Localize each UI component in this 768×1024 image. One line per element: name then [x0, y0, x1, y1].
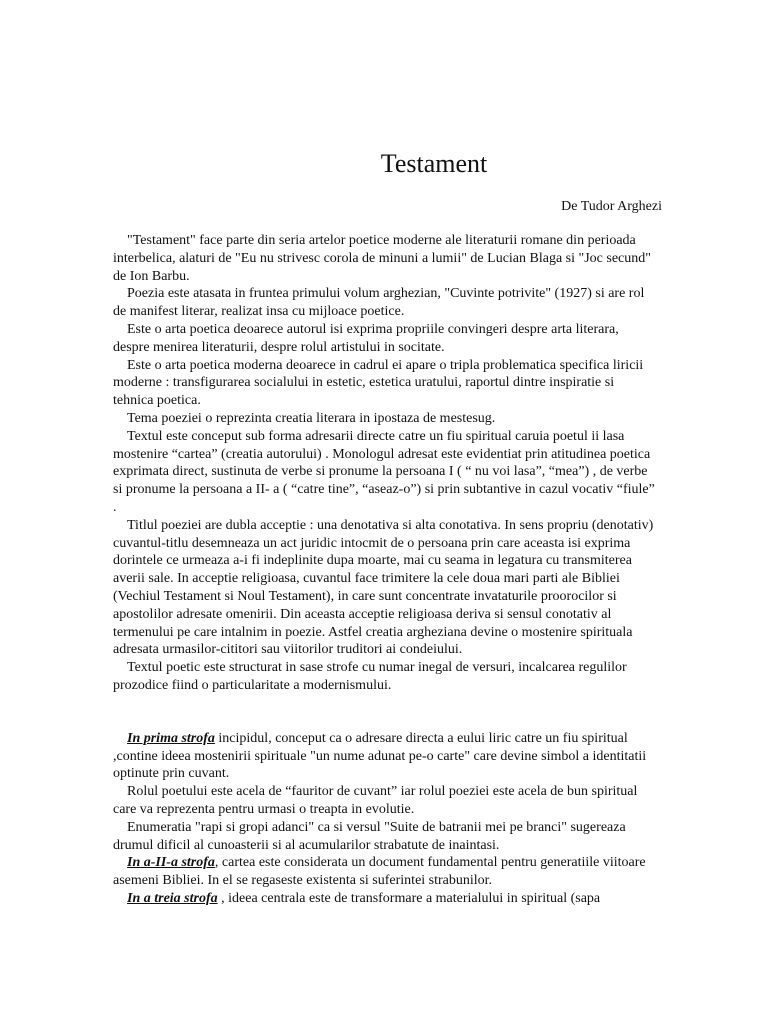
strofa-3-text: , ideea centrala este de transformare a materialului in spiritual (sapa — [217, 890, 601, 906]
paragraph: Poezia este atasata in fruntea primului volum arghezian, "Cuvinte potrivite" (1927) si are rol de manifest literar, realizat insa cu mijloace poetice. — [113, 286, 645, 320]
paragraph-spacer — [113, 695, 658, 730]
paragraph: Este o arta poetica deoarece autorul isi exprima propriile convingeri despre arta literara, despre menirea literaturii, despre rolul artistului in socitate. — [113, 321, 619, 355]
paragraph: Rolul poetului este acela de “fauritor de cuvant” iar rolul poeziei este acela de bun spiritual care va reprezenta pentru urmasi o treapta in evolutie. — [113, 784, 638, 817]
strofa-1-label: In prima strofa — [127, 730, 215, 746]
document-body — [113, 232, 658, 908]
paragraph: Titlul poeziei are dubla acceptie : una denotativa si alta conotativa. In sens propriu (denotativ) cuvantul-titlu desemneaza un act juridic intocmit de o persoana prin care aceasta isi exprima dorintele ce urmeaza a-i fi indeplinite dupa moarte, mai cu seama in legatura cu transmiterea averii sale. In acceptie religioasa, cuvantul face trimitere la cele doua mari parti ale Bibliei (Vechiul Testament si Noul Testament), in care sunt concentrate invataturile proorocilor si apostolilor adresate omenirii. Din aceasta acceptie religioasa deriva si sensul conotativ al termenului pe care intalnim in poezie. Astfel creatia argheziana devine o mostenire spirituala adresata urmasilor-cititori sau viitorilor truditori ai condeiului. — [113, 517, 654, 658]
document-title: Testament — [380, 149, 488, 178]
paragraph: Textul poetic este structurat in sase strofe cu numar inegal de versuri, incalcarea regulilor prozodice fiind o particularitate a modernismului. — [113, 660, 627, 693]
strofa-3-paragraph — [113, 890, 658, 908]
document-author: De Tudor Arghezi — [561, 199, 662, 214]
paragraph: "Testament" face parte din seria artelor poetice moderne ale literaturii romane din perioada interbelica, alaturi de "Eu nu strivesc corola de minuni a lumii" de Lucian Blaga si "Joc secund" de Ion Barbu. — [113, 233, 651, 284]
strofa-3-label: In a treia strofa — [127, 890, 218, 906]
strofa-1-paragraph — [113, 730, 658, 783]
paragraph: Textul este conceput sub forma adresarii directe catre un fiu spiritual caruia poetul ii lasa mostenire “cartea” (creatia autorului) . Monologul adresat este evidentiat prin atitudinea poetica exprimata direct, sustinuta de verbe si pronume la persoana I ( “ nu voi lasa”, “mea”) , de verbe si pronume la persoana a II- a ( “catre tine”, “aseaz-o”) si prin subtantive in cazul vocativ “fiule” . — [113, 428, 655, 515]
paragraph: Este o arta poetica moderna deoarece in cadrul ei apare o tripla problematica specifica liricii moderne : transfigurarea socialului in estetic, estetica uratului, raportul dintre inspiratie si tehnica poetica. — [113, 357, 644, 409]
strofa-2-label: In a-II-a strofa — [127, 855, 215, 871]
strofa-2-text: , cartea este considerata un document fundamental pentru generatiile viitoare asemeni Bibliei. In el se regaseste existenta si suferintei strabunilor. — [113, 855, 646, 889]
strofa-1-text: incipidul, conceput ca o adresare directa a eului liric catre un fiu spiritual ,contine ideea mostenirii spirituale "un nume adunat pe-o carte" care devine simbol a identitatii optinute prin cuvant. — [113, 730, 647, 782]
strofa-2-paragraph — [113, 854, 658, 890]
paragraph: Tema poeziei o reprezinta creatia literara in ipostaza de mestesug. — [127, 410, 496, 426]
paragraph: Enumeratia "rapi si gropi adanci" ca si versul "Suite de batranii mei pe branci" sugereaza drumul dificil al cunoasterii si al acumularilor strabatute de inaintasi. — [113, 819, 626, 853]
